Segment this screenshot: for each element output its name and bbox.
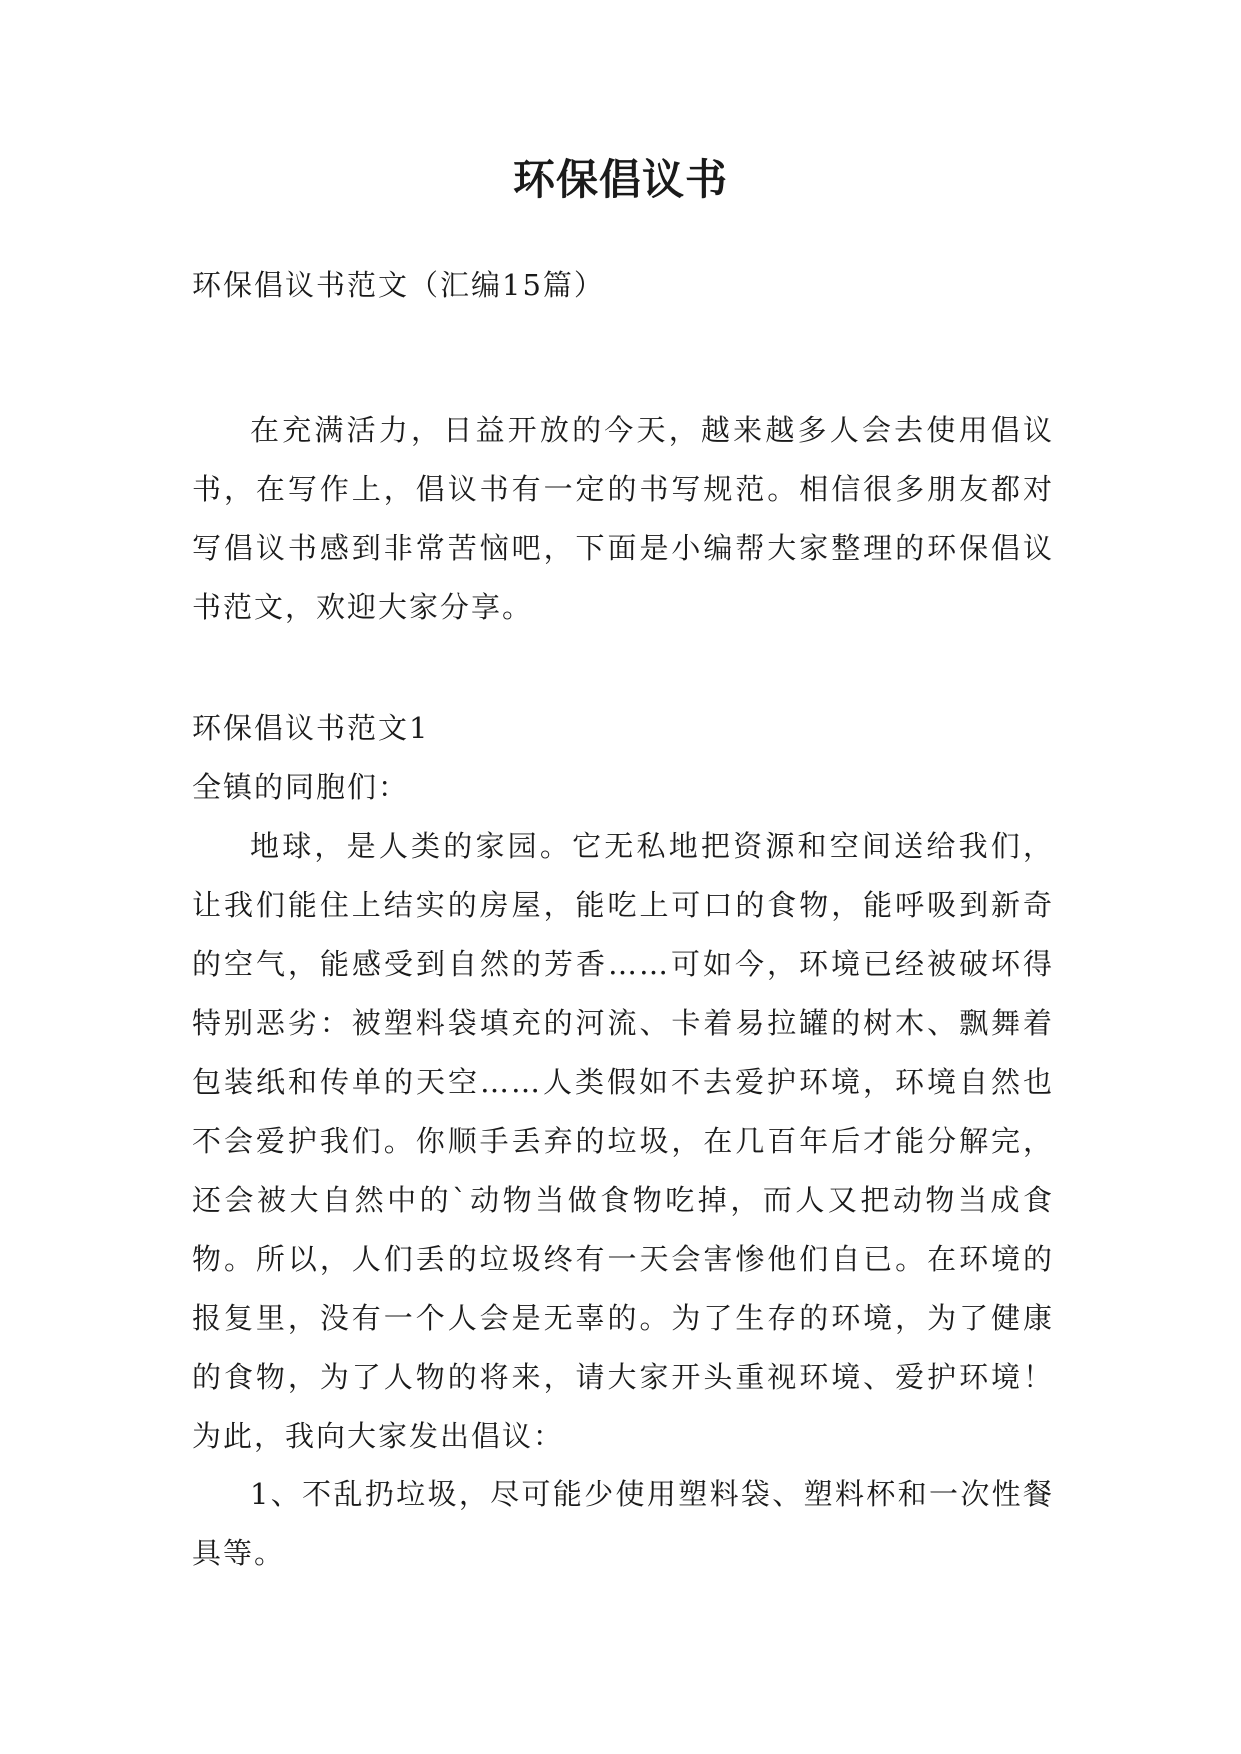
document-subtitle: 环保倡议书范文（汇编15篇） [192, 268, 605, 302]
body-paragraph: 地球，是人类的家园。它无私地把资源和空间送给我们，让我们能住上结实的房屋，能吃上可口的食物，能呼吸到新奇的空气，能感受到自然的芳香……可如今，环境已经被破坏得特别恶劣：被塑料袋填充的河流、卡着易拉罐的树木、飘舞着包装纸和传单的天空……人类假如不去爱护环境，环境自然也不会爱护我们。你顺手丢弃的垃圾，在几百年后才能分解完，还会被大自然中的`动物当做食物吃掉，而人又把动物当成食物。所以，人们丢的垃圾终有一天会害惨他们自已。在环境的报复里，没有一个人会是无辜的。为了生存的环境，为了健康的食物，为了人物的将来，请大家开头重视环境、爱护环境！为此，我向大家发出倡议： [192, 829, 1054, 1453]
salutation: 全镇的同胞们： [192, 770, 410, 804]
section-heading: 环保倡议书范文1 [192, 711, 430, 745]
document-title: 环保倡议书 [512, 155, 728, 204]
proposal-item: 1、不乱扔垃圾，尽可能少使用塑料袋、塑料杯和一次性餐具等。 [192, 1477, 1054, 1570]
intro-paragraph: 在充满活力，日益开放的今天，越来越多人会去使用倡议书，在写作上，倡议书有一定的书写规范。相信很多朋友都对写倡议书感到非常苦恼吧，下面是小编帮大家整理的环保倡议书范文，欢迎大家分享。 [192, 413, 1054, 624]
